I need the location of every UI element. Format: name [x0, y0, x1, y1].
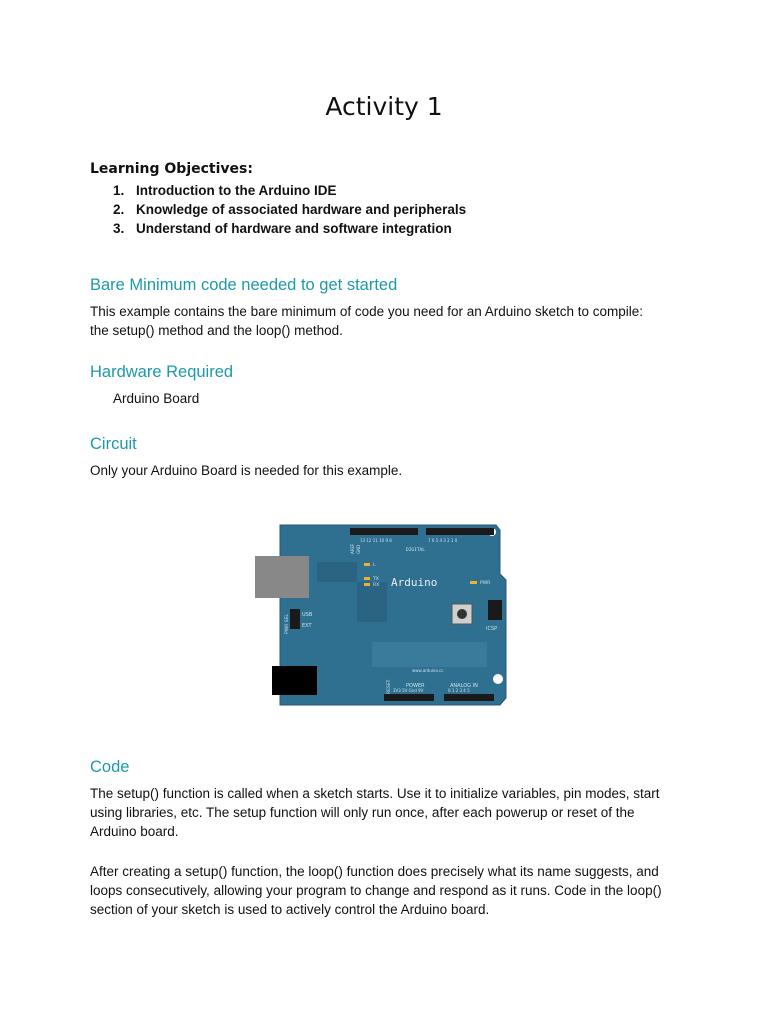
circuit-paragraph: Only your Arduino Board is needed for this example. — [90, 463, 403, 478]
list-number: 1. — [113, 183, 125, 198]
reset-label: RESET — [387, 679, 392, 694]
list-text: Introduction to the Arduino IDE — [136, 183, 337, 198]
digital-pins-label-left: 13 12 11 10 9 8 — [360, 538, 392, 543]
reset-button-cap — [457, 609, 467, 619]
objectives-list — [113, 183, 466, 240]
text-line: using libraries, etc. The setup function will only run once, after each powerup or reset of the — [90, 805, 635, 820]
text-line: After creating a setup() function, the loop() function does precisely what its name suggests, and — [90, 864, 659, 879]
rx-label: RX — [373, 583, 380, 588]
hardware-item: Arduino Board — [113, 391, 200, 406]
tx-label: TX — [373, 577, 379, 582]
analog-in-label: ANALOG IN — [450, 683, 478, 689]
digital-label: DIGITAL — [406, 548, 425, 553]
led-rx — [364, 583, 370, 586]
page-title: Activity 1 — [325, 92, 443, 121]
icsp-header — [488, 600, 502, 620]
board-chip — [372, 642, 487, 667]
digital-header-right — [426, 528, 494, 535]
icsp-label: ICSP — [486, 626, 498, 632]
section-heading-circuit: Circuit — [90, 435, 137, 453]
digital-pins-label-right: 7 6 5 4 3 2 1 0 — [428, 538, 458, 543]
list-number: 3. — [113, 221, 125, 236]
mount-hole — [493, 674, 503, 684]
url-label: www.arduino.cc — [412, 668, 444, 673]
led-tx — [364, 577, 370, 580]
text-line: section of your sketch is used to actively control the Arduino board. — [90, 902, 490, 917]
usb-label: USB — [302, 612, 313, 618]
aref-label: AREF — [350, 543, 355, 554]
section-heading-bare-minimum: Bare Minimum code needed to get started — [90, 276, 398, 294]
digital-header-left — [350, 528, 418, 535]
list-item — [113, 183, 466, 202]
analog-pins-label: 0 1 2 3 4 5 — [448, 688, 470, 693]
board-trace — [357, 582, 387, 622]
code-paragraph-2 — [90, 862, 690, 919]
ext-label: EXT — [302, 623, 312, 629]
list-number: 2. — [113, 202, 125, 217]
board-trace — [317, 562, 357, 582]
analog-header — [444, 694, 494, 701]
pwr-sel-label: PWR SEL — [285, 614, 290, 634]
power-label: POWER — [406, 683, 425, 689]
text-line: the setup() method and the loop() method. — [90, 323, 343, 338]
list-text: Understand of hardware and software integration — [136, 221, 452, 236]
code-paragraph-1 — [90, 784, 690, 841]
led-l-label: L — [373, 563, 376, 568]
brand-label: Arduino — [391, 576, 438, 589]
gnd-label: GND — [356, 544, 361, 554]
power-jack — [272, 666, 317, 695]
text-line: The setup() function is called when a sketch starts. Use it to initialize variables, pin modes, start — [90, 786, 660, 801]
list-item — [113, 221, 466, 240]
bare-minimum-paragraph — [90, 302, 690, 340]
section-heading-hardware: Hardware Required — [90, 363, 234, 381]
usb-connector — [255, 556, 309, 598]
pwr-sel-jumper — [290, 609, 300, 629]
text-line: This example contains the bare minimum of code you need for an Arduino sketch to compile: — [90, 304, 644, 319]
list-text: Knowledge of associated hardware and peripherals — [136, 202, 467, 217]
arduino-board-image — [252, 522, 510, 708]
pwr-label: PWR — [480, 581, 491, 586]
led-pwr — [470, 581, 477, 584]
led-l — [364, 563, 370, 566]
power-pins-label: 3V3 5V Gnd 9V — [393, 688, 424, 693]
section-heading-code: Code — [90, 758, 130, 776]
power-header — [384, 694, 434, 701]
list-item — [113, 202, 466, 221]
text-line: Arduino board. — [90, 824, 179, 839]
objectives-heading: Learning Objectives: — [90, 161, 253, 177]
text-line: loops consecutively, allowing your program to change and respond as it runs. Code in the loop() — [90, 883, 662, 898]
